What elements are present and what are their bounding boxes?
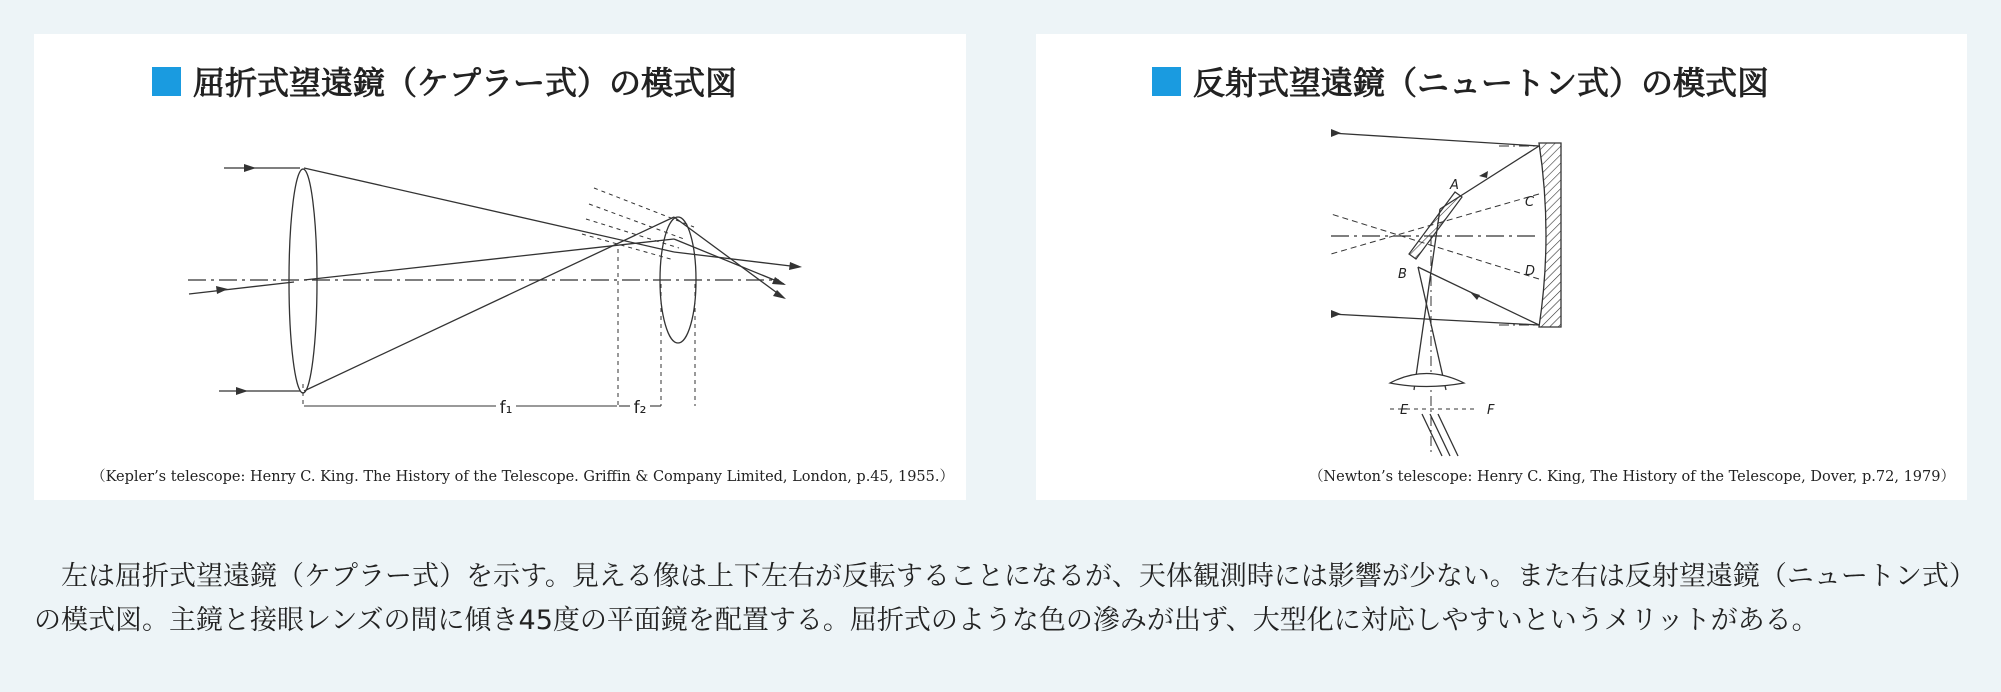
secondary-mirror xyxy=(1409,192,1462,259)
newton-caption: （Newton’s telescope: Henry C. King, The History of the Telescope, Dover, p.72, 1979） xyxy=(1308,469,1955,485)
kepler-diagram xyxy=(34,34,966,500)
label-A: A xyxy=(1450,178,1459,193)
output-ray-2 xyxy=(1430,414,1450,456)
eyepiece-lens xyxy=(1390,374,1464,387)
virtual-ray-2 xyxy=(589,204,684,239)
newton-panel xyxy=(1036,34,1967,500)
newton-title-text: 反射式望遠鏡（ニュートン式）の模式図 xyxy=(1193,64,1770,102)
emerging-ray-2 xyxy=(674,239,784,284)
objective-lens xyxy=(289,169,317,393)
virtual-ray-4 xyxy=(582,234,674,260)
incoming-ray-lower xyxy=(1331,314,1539,325)
incoming-ray-upper xyxy=(1331,133,1539,146)
label-B: B xyxy=(1398,267,1407,282)
arrowhead-out-2 xyxy=(772,277,786,285)
label-E: E xyxy=(1400,403,1409,418)
primary-mirror xyxy=(1539,143,1561,327)
virtual-ray-1 xyxy=(594,188,694,227)
label-F: F xyxy=(1487,403,1495,418)
newton-diagram xyxy=(1036,34,1967,500)
output-ray-1 xyxy=(1422,414,1442,456)
arrowhead-upper xyxy=(1331,129,1341,137)
label-C: C xyxy=(1525,195,1535,210)
arrowhead-reflect-lower xyxy=(1470,292,1480,300)
incoming-ray-center xyxy=(189,282,294,294)
arrowhead-in-top xyxy=(244,164,256,172)
emerging-ray-3 xyxy=(674,217,784,298)
ray-top-to-eyepiece xyxy=(304,168,674,252)
description-text: 左は屈折式望遠鏡（ケプラー式）を示す。見える像は上下左右が反転することになるが、天体観測時には影響が少ない。また右は反射望遠鏡（ニュートン式）の模式図。主鏡と接眼レンズの間に傾き45度の平面鏡を配置する。屈折式のような色の滲みが出ず、大型化に対応しやすいというメリットがある。 xyxy=(34,561,1963,636)
output-ray-3 xyxy=(1438,414,1458,456)
label-D: D xyxy=(1525,264,1536,279)
f2-label: f₂ xyxy=(633,398,647,418)
arrowhead-out-1 xyxy=(789,262,802,270)
arrowhead-in-bottom xyxy=(236,387,248,395)
arrowhead-reflect-upper xyxy=(1479,171,1488,178)
kepler-panel xyxy=(34,34,966,500)
arrowhead-lower xyxy=(1331,310,1341,318)
kepler-caption: （Kepler’s telescope: Henry C. King. The History of the Telescope. Griffin & Company Limited, London, p.45, 1955.） xyxy=(91,469,954,485)
f1-label: f₁ xyxy=(499,398,513,418)
kepler-title-text: 屈折式望遠鏡（ケプラー式）の模式図 xyxy=(193,64,738,102)
